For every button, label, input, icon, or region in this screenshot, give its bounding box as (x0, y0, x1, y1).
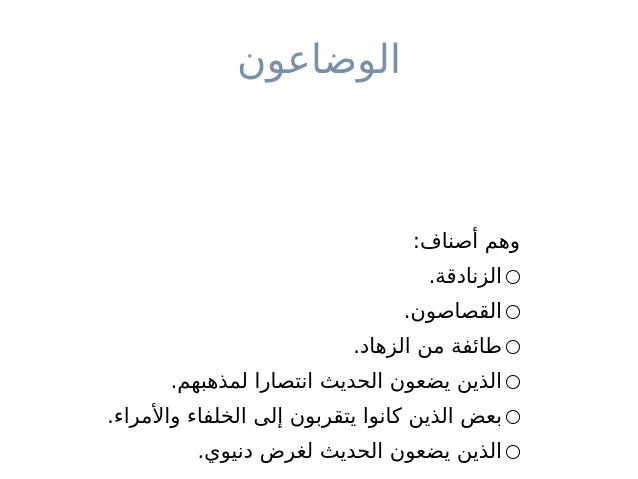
list-item (100, 329, 520, 364)
list-item-text: القصاصون. (403, 299, 502, 323)
list-item-text: الذين يضعون الحديث لغرض دنيوي. (197, 439, 502, 463)
circle-bullet-icon (506, 340, 520, 354)
circle-bullet-icon (506, 410, 520, 424)
list-item-text: بعض الذين كانوا يتقربون إلى الخلفاء والأمراء. (107, 404, 502, 428)
circle-bullet-icon (506, 305, 520, 319)
list-item (100, 259, 520, 294)
list-item (100, 399, 520, 434)
bullet-list (100, 224, 520, 469)
circle-bullet-icon (506, 445, 520, 459)
list-item-text: الزنادقة. (428, 264, 502, 288)
slide-title: الوضاعون (236, 37, 402, 83)
circle-bullet-icon (506, 270, 520, 284)
list-item (100, 294, 520, 329)
list-intro: وهم أصناف: (412, 229, 520, 253)
list-item (100, 434, 520, 469)
list-item-text: الذين يضعون الحديث انتصارا لمذهبهم. (170, 369, 502, 393)
circle-bullet-icon (506, 375, 520, 389)
list-item (100, 364, 520, 399)
list-item-text: طائفة من الزهاد. (353, 334, 502, 358)
